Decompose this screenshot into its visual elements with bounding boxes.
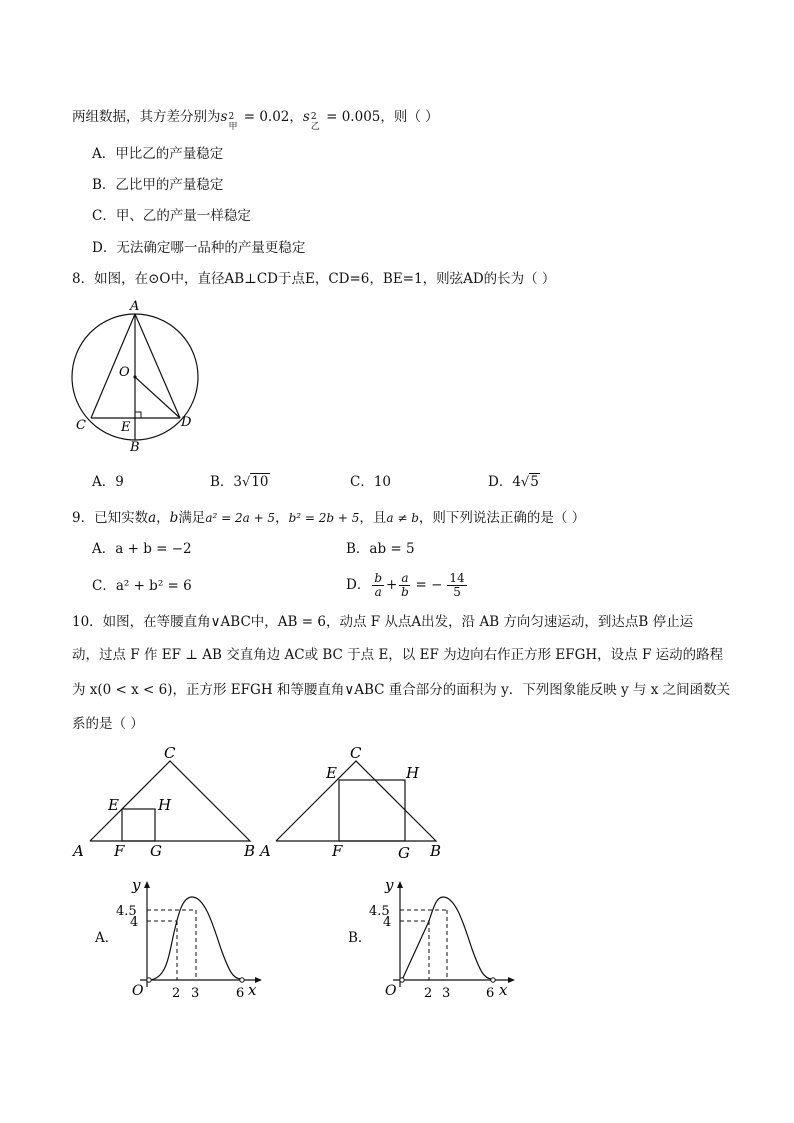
fig1-label-h: H: [158, 796, 172, 814]
q9-option-c[interactable]: C．a² + b² = 6: [92, 578, 192, 594]
fig1-label-f: F: [114, 842, 125, 860]
graph-a-y-label: y: [132, 876, 141, 894]
fig1-label-g: G: [150, 842, 162, 860]
subscript-yi: 乙: [310, 121, 320, 132]
q9-stem-1: 9．已知实数: [72, 510, 149, 526]
q9-comma: ，: [156, 510, 170, 526]
fig1-label-e: E: [108, 796, 119, 814]
fig2-label-a: A: [260, 842, 271, 860]
fraction-a-over-b: [399, 572, 410, 599]
graph-b-tick-45: 4.5: [369, 904, 390, 919]
var-a: a: [148, 510, 157, 526]
q9-stem-3: ，且: [359, 510, 387, 526]
square-sup: 2: [228, 111, 235, 122]
graph-b-open-end: [491, 978, 495, 982]
q7-option-a[interactable]: A．甲比乙的产量稳定: [92, 146, 224, 162]
frac2-num: a: [401, 570, 409, 585]
frac1-den: a: [374, 584, 382, 599]
graph-b-tick-3: 3: [442, 986, 451, 1001]
graph-b-tick-6: 6: [486, 986, 495, 1001]
q9-stem-2: 满足: [178, 510, 206, 526]
q8-option-b-label: B．3: [210, 474, 243, 490]
label-d: D: [181, 415, 192, 430]
equation-b: b² = 2b + 5: [288, 511, 360, 525]
q7-stem: [72, 109, 439, 132]
frac3-num: 14: [449, 570, 465, 585]
graph-b-tick-2: 2: [424, 986, 433, 1001]
radical-sign-2: √: [520, 475, 530, 490]
graph-a-tick-4: 4: [130, 915, 139, 930]
graph-a-y-arrow: [144, 881, 150, 888]
graph-b-y-arrow: [397, 881, 403, 888]
square-efgh-2: [339, 780, 405, 841]
q8-option-d[interactable]: [488, 474, 540, 491]
graph-a-x-label: x: [248, 981, 257, 999]
chord-ad: [135, 314, 180, 418]
variance-symbol: s: [220, 109, 228, 125]
variance-symbol-2: s: [302, 109, 310, 125]
q7-option-d[interactable]: D．无法确定哪一品种的产量更稳定: [92, 240, 306, 256]
q9-option-d-label: D．: [346, 577, 371, 593]
q10-option-a[interactable]: A．: [95, 930, 119, 946]
q8-option-b[interactable]: [210, 474, 270, 491]
q10-line-1: 10．如图，在等腰直角∨ABC中，AB = 6，动点 F 从点A出发，沿 AB 方向匀速运动，到达点B 停止运: [72, 614, 694, 630]
graph-b-tick-4: 4: [383, 915, 392, 930]
radical-sign: √: [242, 475, 251, 490]
frac1-num: b: [374, 570, 383, 585]
graph-b-y-label: y: [385, 876, 394, 894]
segment-od: [135, 377, 180, 418]
fig1-label-a: A: [73, 842, 84, 860]
graph-a-open-end: [240, 978, 244, 982]
fig2-label-h: H: [406, 764, 420, 782]
graph-a-tick-3: 3: [191, 986, 200, 1001]
label-b: B: [130, 440, 140, 455]
graph-a-curve: [149, 897, 241, 980]
graph-a-tick-6: 6: [236, 986, 245, 1001]
square-efgh-1: [122, 809, 155, 841]
var-b: b: [169, 510, 179, 526]
equals-minus: = −: [415, 577, 443, 593]
q9-comma-2: ，: [275, 510, 289, 526]
q8-option-a[interactable]: A．9: [92, 474, 124, 490]
graph-a-origin: O: [132, 983, 144, 999]
q10-figure-2: [258, 740, 458, 865]
q9-option-b[interactable]: B．ab = 5: [346, 541, 415, 557]
fraction-b-over-a: [372, 572, 384, 599]
q7-stem-text: 两组数据，其方差分别为: [72, 109, 221, 125]
q8-stem: 8．如图，在⊙O中，直径AB⊥CD于点E，CD=6，BE=1，则弦AD的长为（ ）: [72, 271, 556, 287]
graph-a-tick-45: 4.5: [116, 904, 137, 919]
fraction-14-over-5: [447, 572, 466, 599]
variance-yi-value: = 0.005，则（ ）: [321, 109, 439, 125]
q7-option-b[interactable]: B．乙比甲的产量稳定: [92, 177, 224, 193]
graph-b-x-label: x: [499, 981, 508, 999]
q8-circle-figure: [60, 295, 210, 455]
label-a: A: [130, 299, 140, 314]
graph-b-origin: O: [385, 983, 397, 999]
fig1-label-c: C: [164, 744, 176, 762]
center-dot: [133, 375, 136, 378]
label-c: C: [76, 418, 86, 433]
q7-option-c[interactable]: C．甲、乙的产量一样稳定: [92, 208, 251, 224]
frac3-den: 5: [453, 584, 461, 599]
graph-b-open-start: [400, 978, 404, 982]
radicand-10: 10: [251, 474, 269, 490]
q10-line-4: 系的是（ ）: [72, 716, 144, 732]
graph-a-open-start: [147, 978, 151, 982]
radicand-5: 5: [530, 474, 539, 490]
square-sup-2: 2: [310, 111, 317, 122]
q8-option-d-label: D．4: [488, 474, 521, 490]
fig2-label-b: B: [430, 842, 442, 860]
q10-option-b[interactable]: B．: [348, 930, 372, 946]
right-angle-mark: [135, 412, 141, 418]
q10-line-3: 为 x(0 < x < 6)，正方形 EFGH 和等腰直角∨ABC 重合部分的面积为 y．下列图象能反映 y 与 x 之间函数关: [72, 682, 731, 698]
fig2-label-c: C: [350, 744, 362, 762]
label-e: E: [121, 420, 131, 435]
fig2-label-f: F: [332, 842, 343, 860]
q8-option-c[interactable]: C．10: [350, 474, 392, 490]
subscript-jia: 甲: [228, 121, 238, 132]
q9-option-a[interactable]: A．a + b = −2: [92, 541, 192, 557]
q9-stem-4: ，则下列说法正确的是（ ）: [418, 510, 586, 526]
q9-option-d[interactable]: [346, 568, 469, 602]
q10-figure-1: [70, 740, 270, 865]
label-o: O: [119, 365, 130, 380]
frac2-den: b: [401, 584, 409, 599]
fig1-label-b: B: [244, 842, 256, 860]
condition-neq: a ≠ b: [386, 511, 419, 525]
fig2-label-g: G: [398, 844, 410, 862]
q10-line-2: 动，过点 F 作 EF ⊥ AB 交直角边 AC或 BC 于点 E，以 EF 为边向右作正方形 EFGH，设点 F 运动的路程: [72, 647, 724, 663]
q9-stem: [72, 510, 585, 526]
fig2-label-e: E: [326, 764, 337, 782]
plus-sign: +: [386, 577, 398, 593]
variance-jia-value: = 0.02，: [239, 109, 303, 125]
equation-a: a² = 2a + 5: [205, 511, 276, 525]
q10-graph-a: [110, 875, 270, 1005]
graph-b-x-arrow: [508, 977, 515, 983]
q10-graph-b: [363, 875, 523, 1005]
graph-a-tick-2: 2: [172, 986, 181, 1001]
